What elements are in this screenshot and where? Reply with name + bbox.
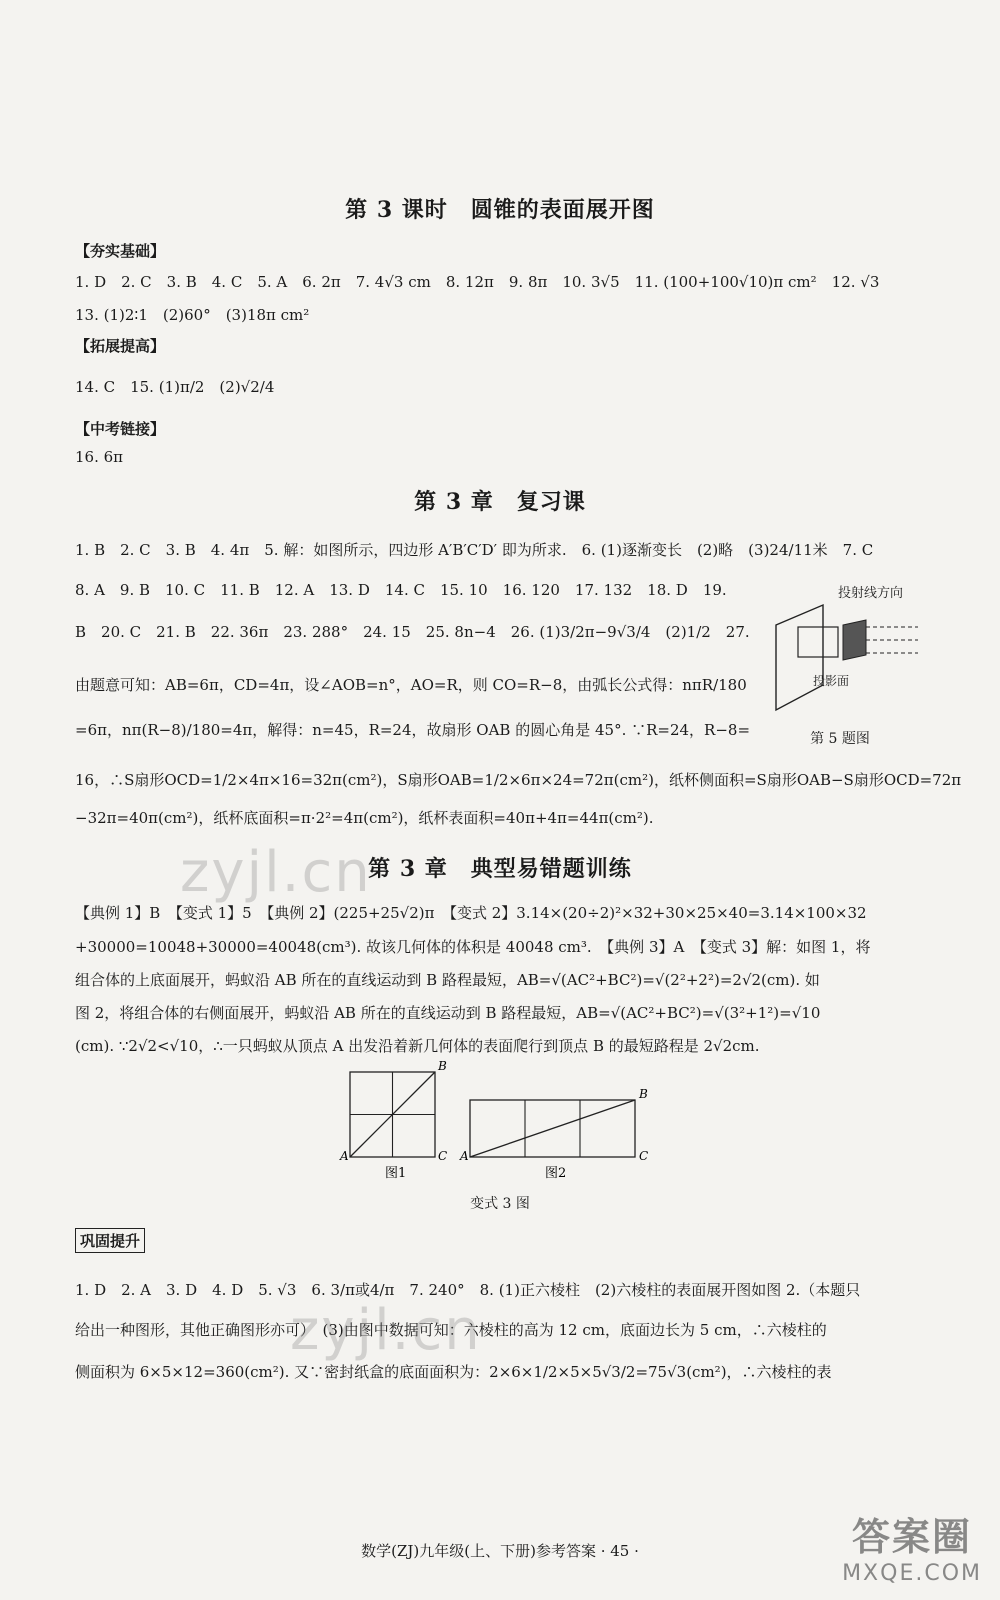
fig2-label: 图2 [545,1166,567,1181]
point-B: B [438,1060,447,1073]
answer-line: +30000=10048+30000=40048(cm³). 故该几何体的体积是 40048 cm³. 【典例 3】A 【变式 3】解：如图 1，将 [75,938,871,956]
answer-line: (cm). ∵2√2<√10，∴一只蚂蚁从顶点 A 出发沿着新几何体的表面爬行到顶点 B 的最短路程是 2√2cm. [75,1037,760,1055]
answer-line: 8. A 9. B 10. C 11. B 12. A 13. D 14. C 15. 10 16. 120 17. 132 18. D 19. [75,581,727,599]
fig1-label: 图1 [385,1166,407,1181]
answer-line: B 20. C 21. B 22. 36π 23. 288° 24. 15 25. 8n−4 26. (1)3/2π−9√3/4 (2)1/2 27. [75,623,750,641]
figure-problem-5 [768,585,928,715]
logo-domain: MXQE.COM [842,1561,982,1586]
answer-line: −32π=40π(cm²)，纸杯底面积=π·2²=4π(cm²)，纸杯表面积=40π+4π=44π(cm²). [75,809,654,827]
watermark: zyjl.cn [180,840,372,905]
section-label-exam-link: 【中考链接】 [75,420,166,438]
fig5-side-label: 投影面 [813,674,850,688]
answer-line: 14. C 15. (1)π/2 (2)√2/4 [75,378,275,396]
page-footer: 数学(ZJ)九年级(上、下册)参考答案 · 45 · [361,1542,639,1560]
answer-line: 侧面积为 6×5×12=360(cm²). 又∵密封纸盒的底面面积为：2×6×1/2×5×5√3/2=75√3(cm²)，∴六棱柱的表 [75,1363,832,1381]
quad-object [843,620,866,660]
answer-line: 给出一种图形，其他正确图形亦可） (3)由图中数据可知：六棱柱的高为 12 cm，底面边长为 5 cm，∴六棱柱的 [75,1321,827,1339]
review-title: 第 3 章 复习课 [414,489,586,515]
answer-line: 16. 6π [75,448,124,466]
section-label-basics: 【夯实基础】 [75,242,166,260]
figure-caption: 第 5 题图 [810,731,870,747]
point-C: C [639,1149,649,1163]
section-label-extension: 【拓展提高】 [75,337,166,355]
answer-line: 图 2，将组合体的右侧面展开，蚂蚁沿 AB 所在的直线运动到 B 路程最短，AB=√(AC²+BC²)=√(3²+1²)=√10 [75,1004,821,1022]
point-A: A [340,1149,349,1163]
point-A: A [460,1149,469,1163]
answer-line: 1. D 2. C 3. B 4. C 5. A 6. 2π 7. 4√3 cm 8. 12π 9. 8π 10. 3√5 11. (100+100√10)π cm² 12. √3 [75,273,880,291]
answer-line: 组合体的上底面展开，蚂蚁沿 AB 所在的直线运动到 B 路程最短，AB=√(AC²+BC²)=√(2²+2²)=2√2(cm). 如 [75,971,820,989]
answer-line: =6π，nπ(R−8)/180=4π，解得：n=45，R=24，故扇形 OAB 的圆心角是 45°. ∵R=24，R−8= [75,721,751,739]
fig5-direction-label: 投射线方向 [838,586,904,601]
logo-text: 答案圈 [852,1515,973,1559]
answer-line: 由题意可知：AB=6π，CD=4π，设∠AOB=n°，AO=R，则 CO=R−8，由弧长公式得：nπR/180 [75,676,747,694]
answer-line: 13. (1)2∶1 (2)60° (3)18π cm² [75,306,310,324]
answer-line: 1. D 2. A 3. D 4. D 5. √3 6. 3/π或4/π 7. 240° 8. (1)正六棱柱 (2)六棱柱的表面展开图如图 2.（本题只 [75,1281,861,1299]
point-C: C [438,1149,448,1163]
point-B: B [639,1087,648,1101]
lesson-title: 第 3 课时 圆锥的表面展开图 [345,197,655,223]
quad-projection [798,627,838,657]
site-logo [842,1506,982,1586]
answer-line: 【典例 1】B 【变式 1】5 【典例 2】(225+25√2)π 【变式 2】3.14×(20÷2)²×32+30×25×40=3.14×100×32 [75,904,867,922]
figure-variant-3 [335,1060,665,1185]
watermark: zyjl.cn [290,1298,482,1363]
answer-line: 1. B 2. C 3. B 4. 4π 5. 解：如图所示，四边形 A′B′C′D′ 即为所求. 6. (1)逐渐变长 (2)略 (3)24/11米 7. C [75,541,874,559]
errors-title: 第 3 章 典型易错题训练 [368,856,632,882]
answer-line: 16，∴S扇形OCD=1/2×4π×16=32π(cm²)，S扇形OAB=1/2×6π×24=72π(cm²)，纸杯侧面积=S扇形OAB−S扇形OCD=72π [75,771,962,789]
section-label-consolidate: 巩固提升 [75,1228,145,1253]
figure-caption: 变式 3 图 [470,1196,530,1212]
